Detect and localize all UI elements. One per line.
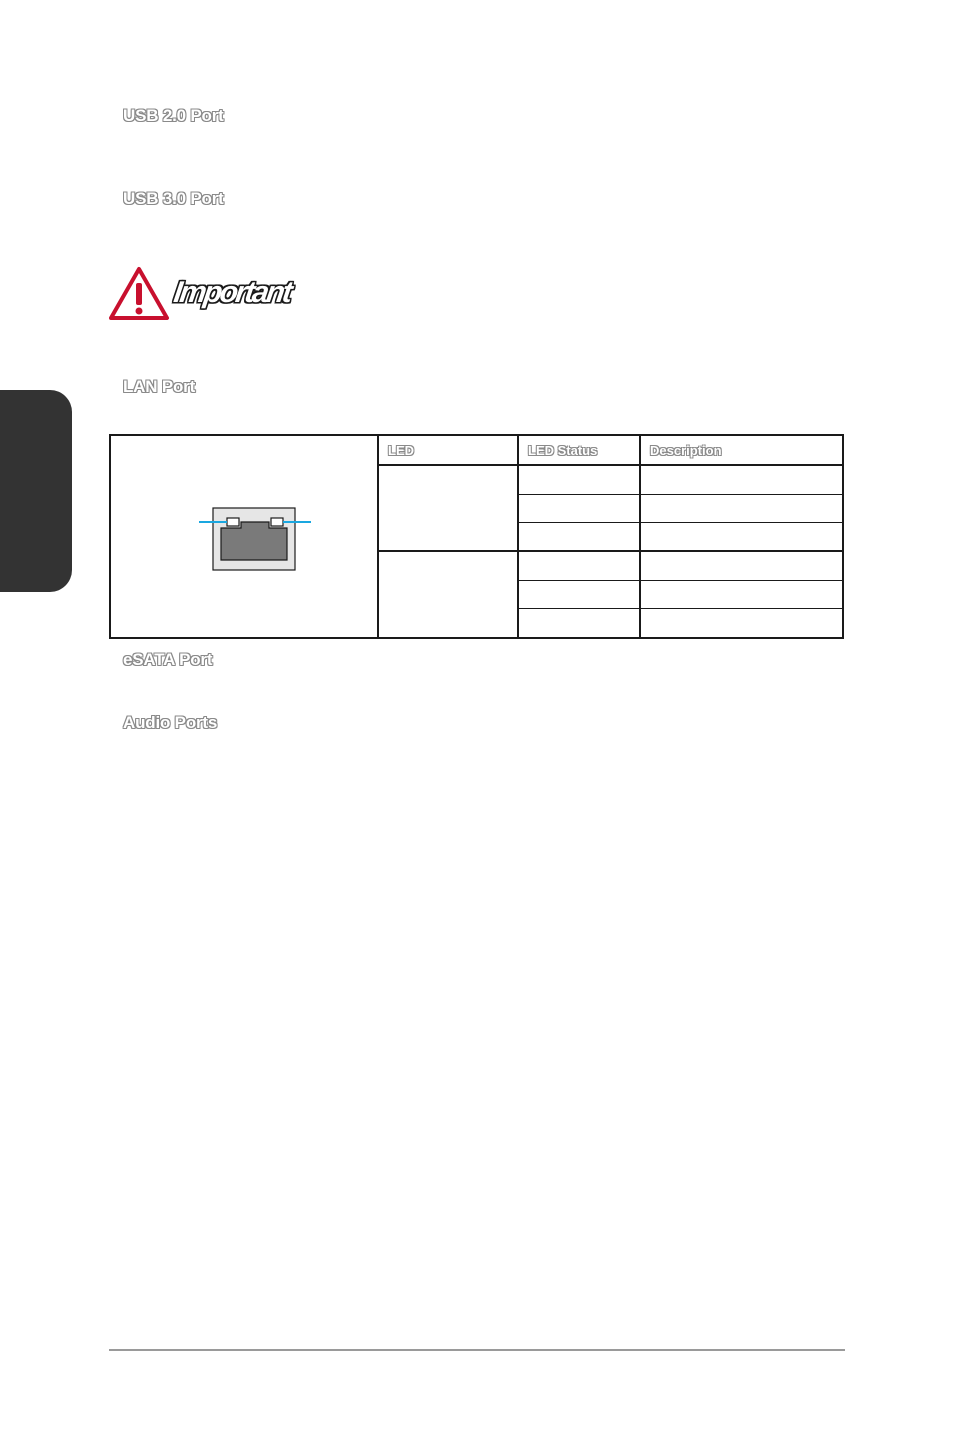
description-cell bbox=[640, 551, 842, 580]
right-led-icon bbox=[271, 518, 283, 526]
led-status-cell bbox=[518, 465, 640, 494]
heading-usb3: USB 3.0 Port bbox=[123, 189, 224, 208]
left-led-icon bbox=[227, 518, 239, 526]
led-status-cell bbox=[518, 522, 640, 551]
description-cell bbox=[640, 494, 842, 522]
heading-audio: Audio Ports bbox=[123, 713, 218, 732]
footer-divider bbox=[109, 1349, 845, 1351]
description-cell bbox=[640, 522, 842, 551]
description-cell bbox=[640, 580, 842, 608]
heading-esata: eSATA Port bbox=[123, 650, 213, 669]
led-status-cell bbox=[518, 609, 640, 637]
header-led-status: LED Status bbox=[518, 436, 640, 465]
important-notice bbox=[108, 266, 308, 322]
heading-lan: LAN Port bbox=[123, 377, 196, 396]
important-label: Important bbox=[171, 276, 293, 309]
lan-led-table-box bbox=[109, 434, 844, 639]
led-group-1 bbox=[379, 465, 518, 551]
description-cell bbox=[640, 609, 842, 637]
table-row bbox=[379, 465, 842, 494]
led-group-2 bbox=[379, 551, 518, 637]
led-status-table bbox=[379, 436, 842, 637]
header-led: LED bbox=[379, 436, 518, 465]
lan-port-diagram-cell bbox=[111, 436, 379, 637]
led-status-cell bbox=[518, 494, 640, 522]
heading-usb2: USB 2.0 Port bbox=[123, 106, 224, 125]
header-description: Description bbox=[640, 436, 842, 465]
chapter-side-tab bbox=[0, 390, 72, 592]
led-status-cell bbox=[518, 551, 640, 580]
warning-triangle-icon bbox=[108, 266, 170, 322]
led-status-cell bbox=[518, 580, 640, 608]
table-row bbox=[379, 551, 842, 580]
description-cell bbox=[640, 465, 842, 494]
rj45-port-icon bbox=[193, 502, 343, 574]
